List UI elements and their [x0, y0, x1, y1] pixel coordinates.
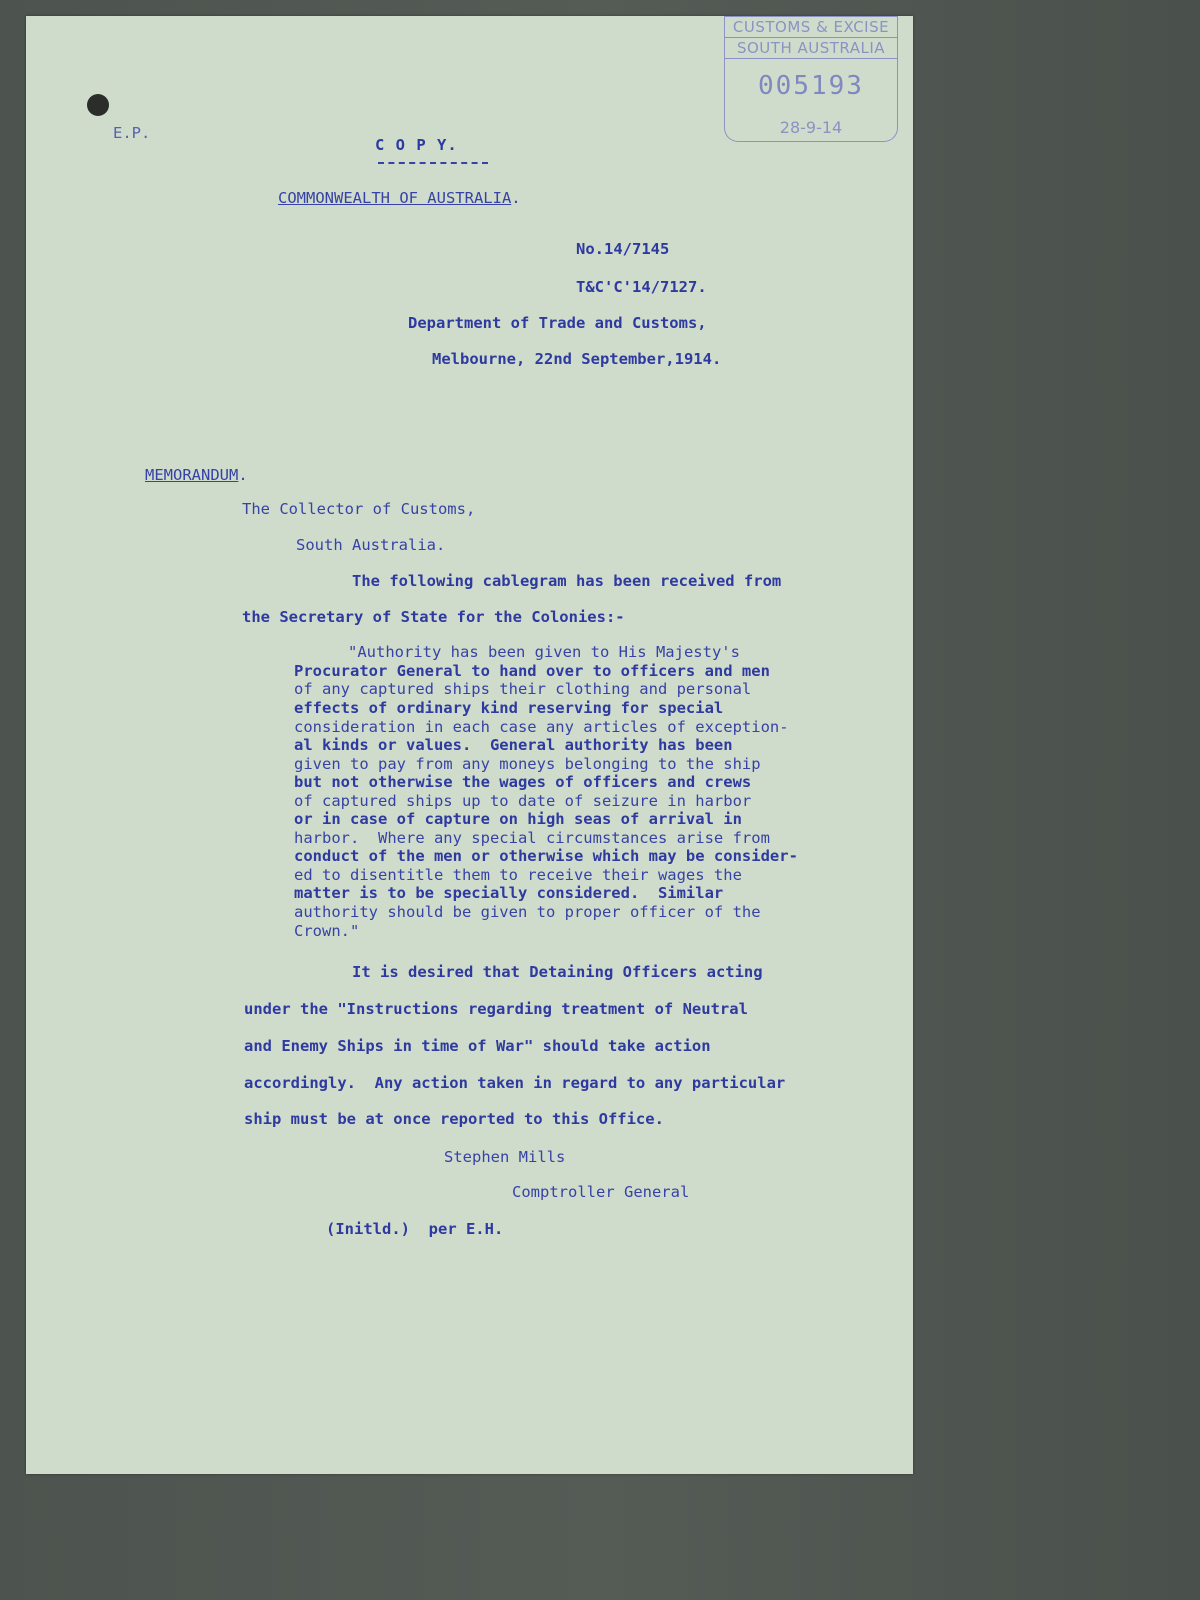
quote-line: effects of ordinary kind reserving for special	[294, 699, 724, 717]
memorandum-period: .	[238, 466, 248, 484]
stamp-line-2: SOUTH AUSTRALIA	[724, 37, 898, 59]
quote-line: given to pay from any moneys belonging to the ship	[294, 755, 761, 773]
signatory-name: Stephen Mills	[444, 1148, 566, 1166]
customs-stamp	[724, 16, 898, 144]
quote-line: conduct of the men or otherwise which may be consider-	[294, 847, 798, 865]
quote-line: al kinds or values. General authority has been	[294, 736, 733, 754]
stamp-number: 005193	[724, 58, 898, 114]
commonwealth-text: COMMONWEALTH OF AUSTRALIA	[278, 189, 512, 207]
copy-heading: C O P Y.	[375, 136, 458, 154]
quote-line: or in case of capture on high seas of arrival in	[294, 810, 742, 828]
memorandum-label: MEMORANDUM	[145, 466, 239, 484]
addressee-line-1: The Collector of Customs,	[242, 500, 476, 518]
reference-tc: T&C'C'14/7127.	[576, 278, 707, 296]
closing-line: It is desired that Detaining Officers acting	[352, 963, 763, 981]
commonwealth-period: .	[511, 189, 521, 207]
commonwealth-heading	[278, 189, 521, 207]
stamp-date: 28-9-14	[724, 114, 898, 142]
memorandum-heading	[145, 466, 248, 484]
initialled-line: (Initld.) per E.H.	[326, 1220, 504, 1238]
quote-line: but not otherwise the wages of officers and crews	[294, 773, 752, 791]
intro-line-1: The following cablegram has been received from	[352, 572, 782, 590]
closing-line: accordingly. Any action taken in regard to any particular	[244, 1074, 786, 1092]
copy-underline	[378, 162, 488, 164]
quote-line: consideration in each case any articles of exception-	[294, 718, 789, 736]
punch-hole	[87, 94, 109, 116]
quote-line: "Authority has been given to His Majesty's	[348, 643, 740, 661]
department-line: Department of Trade and Customs,	[408, 314, 707, 332]
reference-number: No.14/7145	[576, 240, 670, 258]
signatory-title: Comptroller General	[512, 1183, 690, 1201]
quote-line: Procurator General to hand over to officers and men	[294, 662, 770, 680]
stamp-line-1: CUSTOMS & EXCISE	[724, 16, 898, 38]
closing-line: under the "Instructions regarding treatment of Neutral	[244, 1000, 748, 1018]
quote-line: of any captured ships their clothing and personal	[294, 680, 752, 698]
closing-line: and Enemy Ships in time of War" should take action	[244, 1037, 711, 1055]
closing-line: ship must be at once reported to this Office.	[244, 1110, 664, 1128]
author-initials: E.P.	[113, 124, 151, 142]
quote-line: Crown."	[294, 922, 360, 940]
quote-line: authority should be given to proper officer of the	[294, 903, 761, 921]
quote-line: matter is to be specially considered. Similar	[294, 884, 724, 902]
quote-line: harbor. Where any special circumstances arise from	[294, 829, 770, 847]
quote-line: of captured ships up to date of seizure in harbor	[294, 792, 752, 810]
place-date-line: Melbourne, 22nd September,1914.	[432, 350, 722, 368]
intro-line-2: the Secretary of State for the Colonies:-	[242, 608, 625, 626]
quote-line: ed to disentitle them to receive their wages the	[294, 866, 742, 884]
addressee-line-2: South Australia.	[296, 536, 446, 554]
